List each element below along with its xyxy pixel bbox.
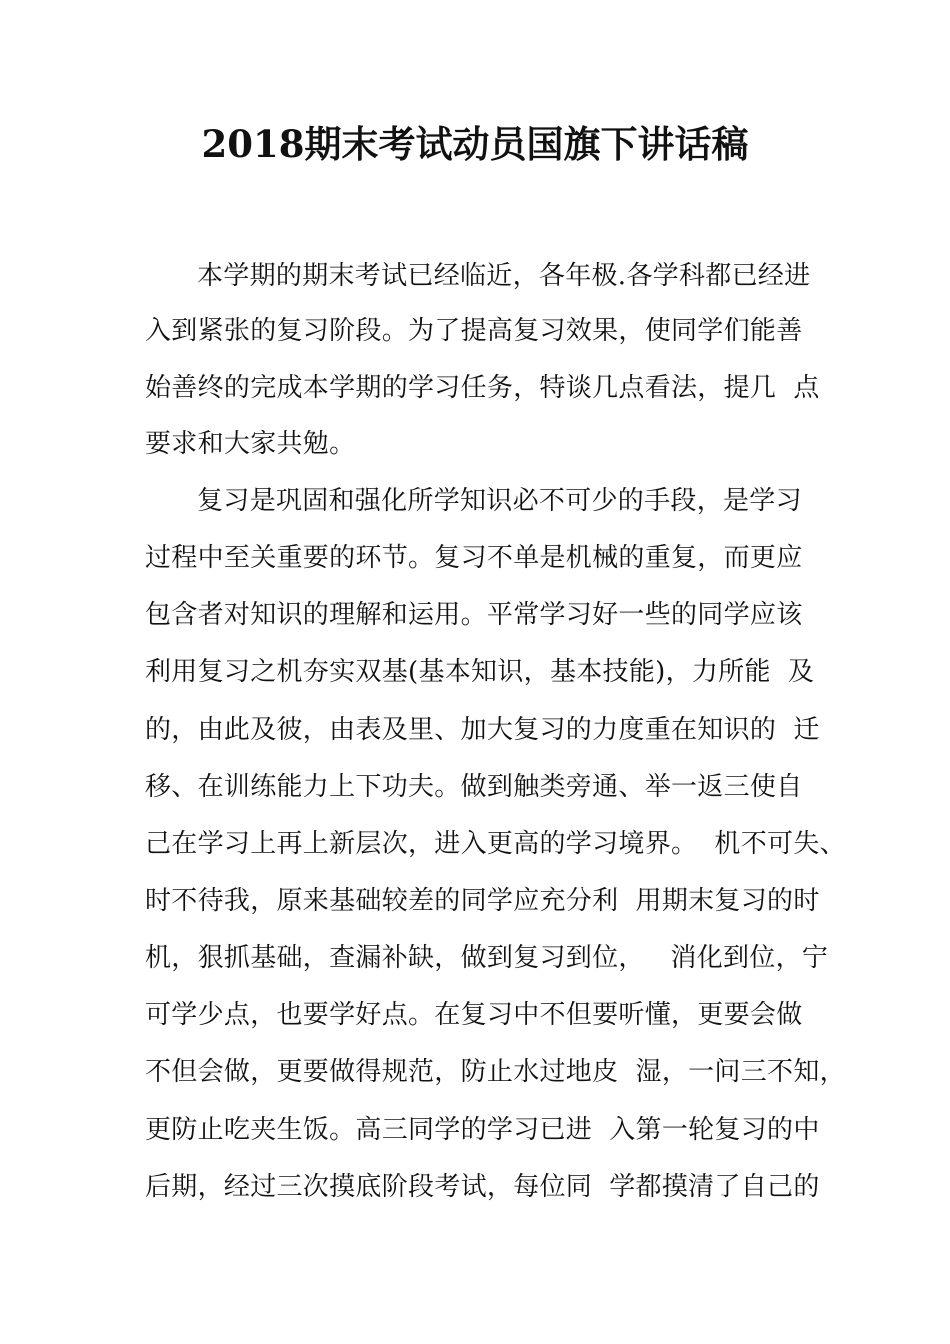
paragraph-line: 更防止吃夹生饭。高三同学的学习已进 入第一轮复习的中 [145, 1115, 820, 1145]
paragraph-line: 机，狠抓基础，查漏补缺，做到复习到位， 消化到位，宁 [145, 943, 829, 973]
paragraph-line: 后期，经过三次摸底阶段考试，每位同 学都摸清了自己的 [145, 1172, 820, 1202]
paragraph-line: 本学期的期末考试已经临近，各年极.各学科都已经进 [197, 261, 811, 291]
paragraph-line: 时不待我，原来基础较差的同学应充分利 用期末复习的时 [145, 886, 820, 916]
paragraph-line: 始善终的完成本学期的学习任务，特谈几点看法，提几 点 [145, 373, 820, 403]
paragraph-line: 包含者对知识的理解和运用。平常学习好一些的同学应该 [145, 600, 803, 630]
paragraph-line: 移、在训练能力上下功夫。做到触类旁通、举一返三使自 [145, 772, 803, 802]
paragraph-line: 要求和大家共勉。 [145, 429, 356, 459]
paragraph-line: 的，由此及彼，由表及里、加大复习的力度重在知识的 迁 [145, 715, 820, 745]
paragraph-line: 可学少点，也要学好点。在复习中不但要听懂，更要会做 [145, 1000, 803, 1030]
paragraph-line: 己在学习上再上新层次，进入更高的学习境界。 机不可失、 [145, 829, 846, 859]
document-title: 2018期末考试动员国旗下讲话稿 [201, 122, 749, 166]
paragraph-line: 过程中至关重要的环节。复习不单是机械的重复，而更应 [145, 543, 803, 573]
paragraph-line: 利用复习之机夯实双基(基本知识，基本技能)，力所能 及 [145, 657, 815, 687]
paragraph-line: 入到紧张的复习阶段。为了提高复习效果，使同学们能善 [145, 316, 803, 346]
paragraph-line: 不但会做，更要做得规范，防止水过地皮 湿，一问三不知， [145, 1057, 846, 1087]
paragraph-line: 复习是巩固和强化所学知识必不可少的手段，是学习 [197, 486, 802, 516]
